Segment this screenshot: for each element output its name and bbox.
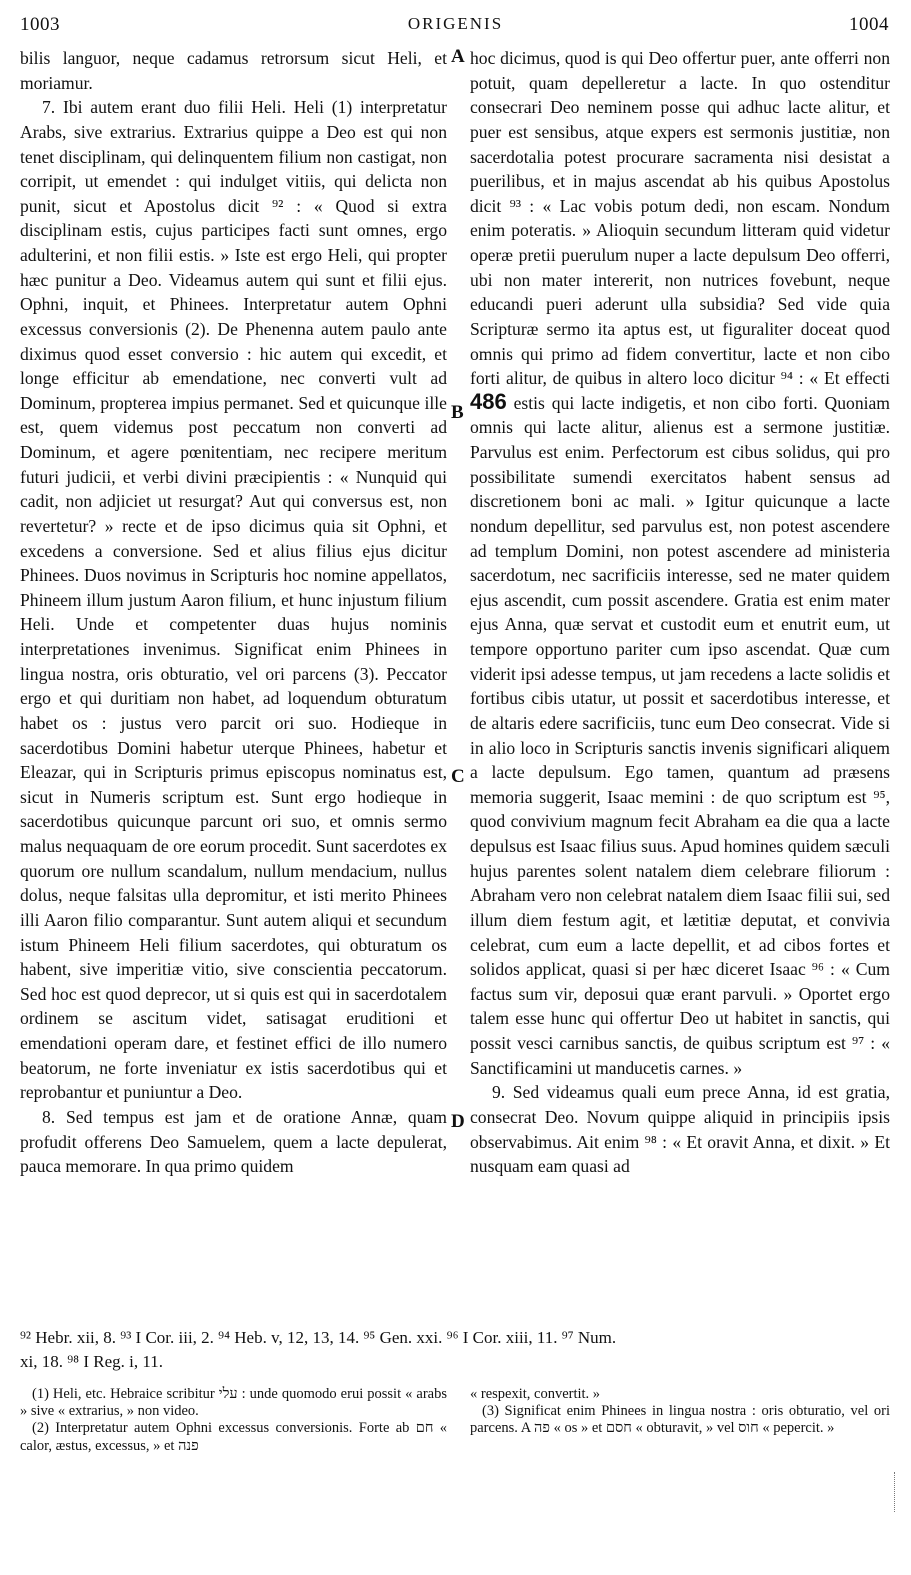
right-page-number: 1004 — [849, 14, 889, 35]
note-2-continued: « respexit, convertit. » — [470, 1386, 601, 1402]
left-paragraph-1: bilis languor, neque cadamus retrorsum sicut Heli, et moriamur. — [20, 48, 447, 93]
note-3: (3) Significat enim Phinees in lingua nostra : oris obturatio, vel ori parcens. A פה « os » et חסם « obturavit, » vel חוס « pepercit. » — [470, 1403, 890, 1437]
left-paragraph-8: 8. Sed tempus est jam et de oratione Annæ, quam profudit offerens Deo Samuelem, quem a lacte depulerat, pauca memorare. In qua primo quidem — [20, 1106, 447, 1177]
left-paragraph-7: 7. Ibi autem erant duo filii Heli. Heli (1) interpretatur Arabs, sive extrarius. Extrarius quippe a Deo est qui non tenet disciplinam, qui delinquentem filium non castigat, non corripit, ut emendet : qui indulget vitiis, qui delicta non punit, sicut et Apostolus dicit ⁹² : « Quod si extra disciplinam estis, cujus participes facti sunt omnes, ergo adulterini, et non filii estis. » Iste est ergo Heli, qui propter hæc punitur a Deo. Videamus autem qui sunt et filii ejus. Ophni, inquit, et Phinees. Interpretatur autem Ophni excessus conversionis (2). De Phenenna autem paulo ante diximus quod esset conversio : hic autem qui excedit, et longe efficitur ab emendatione, nec converti vult ad Dominum, propterea impius permanet. Sed et quicunque ille est, quem videmus post peccatum non converti ad Dominum, et agere pœnitentiam, nec recipere meritum futuri judicii, et verbi divini præcipientis : « Nunquid qui cadit, non adjiciet ut resurgat? Aut qui conversus est, non revertetur? » recte et de ipso dicimus quia sit Ophni, et excedens a conversione. Sed et alius filius ejus dicitur Phinees. Duos novimus in Scripturis hoc nomine appellatos, Phineem illum justum Aaron filium, et hunc injustum filium Heli. Unde et competenter duas hujus nominis interpretationes invenimus. Significat enim Phinees in lingua nostra, oris obturatio, vel ori parcens (3). Peccator ergo et qui duritiam non habet, ad loquendum obturatum habet os : justus vero parcit ori suo. Hodieque in sacerdotibus Domini habetur uterque Phinees, habetur et Eleazar, qui in Scripturis primus episcopus nominatus est, sicut in Numeris scriptum est. Sunt ergo hodieque in sacerdotibus quicunque parcunt ori suo, et omnis sermo malus nequaquam de ore eorum procedit. Sunt sacerdotes ex quorum ore nullum scandalum, nullum mendacium, nullus dolus, neque falsitas ulla depromitur, et isti merito Phinees illi Aaron filio comparantur. Sunt autem aliqui et secundum istum Phineem Heli filium sacerdotes, qui obturatum os habent, sive imperitiæ vitio, sive conscientia peccatorum. Sed hoc est quod deprecor, ut si quis est qui in sacerdotalem ordinem se ascitum videt, satisagat eruditioni et emendationi operam dare, et festinet effici de illo numero beatorum, ne forte inveniatur ex istis sacerdotibus qui et reprobantur et puniuntur a Deo. — [20, 97, 447, 1103]
running-title: ORIGENIS — [407, 14, 504, 33]
right-paragraph-1-end: estis qui lacte indigetis, et non cibo forti. Quoniam omnis qui lacte alitur, alienus est a sermone justitiæ. Parvulus est enim. Perfectorum est cibus solidus, qui pro possibilitate sumendi exercitatos habent sensus ad discretionem boni ac mali. » Igitur quicunque a lacte nondum depellitur, sed parvulus est, non potest ascendere ad templum Domini, non potest ascendere ad ministeria sacerdotum, nec sacrificiis interesse, sed ne mater quidem ejus ascendit, cum possit ascendere. Gratia est enim mater ejus Anna, quæ servat et custodit eum et enutrit eum, ut tempore opportuno pariter cum ipso ascendat. Quæ cum viderit ipsi adesse tempus, ut jam recedens a lacte solidis et fortibus cibis utatur, ut possit et sacerdotibus interesse, et de altaris edere sacrificiis, tunc eum Deo consecrat. Vide si in alio loco in Scripturis sanctis invenis significari aliquem a lacte depulsum. Ego tamen, quantum ad præsens memoria suggerit, Isaac memini : de quo scriptum est ⁹⁵, quod convivium magnum fecit Abraham ea die qua a lacte depulsus est Isaac filius suus. Apud homines quidem sæculi hujus parentes solent natalem diem celebrare filiorum : Abraham vero non celebrat natalem diem Isaac filii sui, sed illum diem festum agit, et lætitiæ deputat, et convivia celebrat, cum eum a lacte depellit, et ad cibos fortes et solidos applicat, quasi si per hæc diceret Isaac ⁹⁶ : « Cum factus sum vir, deposui quæ erant parvuli. » Oportet ergo talem esse hunc qui offertur Deo ut habitet in sanctis, qui possit vesci carnibus sanctis, de quibus scriptum est ⁹⁷ : « Sanctificamini ut manducetis carnes. » — [470, 392, 890, 1078]
margin-letter-b: B — [451, 402, 464, 423]
scan-edge-mark — [894, 1472, 897, 1512]
left-page-number: 1003 — [20, 14, 60, 35]
right-paragraph-1 — [470, 46, 890, 1080]
right-column — [470, 46, 890, 1179]
note-2: (2) Interpretatur autem Ophni excessus conversionis. Forte ab חם « calor, æstus, excessus, » et פנה — [20, 1420, 448, 1454]
footnote-references — [20, 1326, 890, 1374]
notes-left-column — [20, 1386, 447, 1455]
margin-letter-c: C — [451, 766, 465, 787]
left-column — [20, 46, 447, 1179]
notes-right-column — [470, 1386, 890, 1438]
footnote-refs-line-1: ⁹² Hebr. xii, 8. ⁹³ I Cor. iii, 2. ⁹⁴ Heb. v, 12, 13, 14. ⁹⁵ Gen. xxi. ⁹⁶ I Cor. xiii, 11. ⁹⁷ Num. — [20, 1328, 617, 1347]
right-paragraph-9: 9. Sed videamus quali eum prece Anna, id est gratia, consecrat Deo. Novum quippe aliquid in principiis ipsis observabimus. Ait enim ⁹⁸ : « Et oravit Anna, et dixit. » Et nusquam eam quasi ad — [470, 1082, 890, 1177]
margin-letter-a: A — [451, 46, 465, 67]
page-marker-486: 486 — [470, 388, 507, 414]
note-1: (1) Heli, etc. Hebraice scribitur עלי : unde quomodo erui possit « arabs » sive « extrarius, » non video. — [20, 1386, 447, 1420]
footnote-refs-line-2: xi, 18. ⁹⁸ I Reg. i, 11. — [20, 1352, 163, 1371]
right-paragraph-1-start: hoc dicimus, quod is qui Deo offertur puer, ante offerri non potuit, quam depelleretur a lacte. In quo ostenditur consecrari Deo neminem posse qui adhuc lacte alitur, et puer est sensibus, atque expers est sermonis justitiæ, non sacerdotalia potest procurare sacramenta nisi desistat a puerilibus, et in majus ascendat ab his quibus Apostolus dicit ⁹³ : « Lac vobis potum dedi, non escam. Nondum enim poteratis. » Alioquin secundum litteram quid videtur operæ pretii puerulum nuper a lacte depulsum Deo offerri, ubi non mater intererit, non nutrices fovebunt, neque educandi pueri aderunt ulla subsidia? Sed vide quia Scripturæ sermo ita aptus est, ut figuraliter doceat quod omnis qui primo ad fidem convertitur, lacte et non cibo forti alitur, de quibus in altero loco dicitur ⁹⁴ : « Et effecti — [470, 48, 890, 389]
margin-letter-d: D — [451, 1111, 465, 1132]
